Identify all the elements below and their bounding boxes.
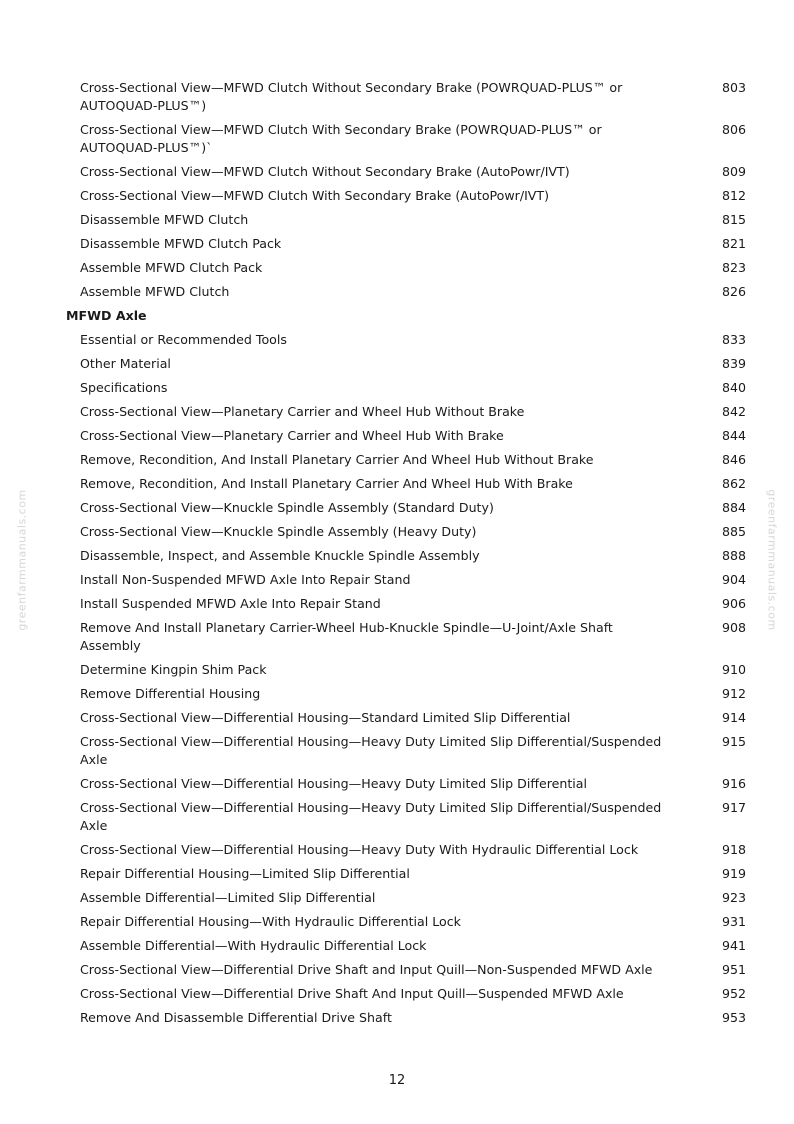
toc-entry-page[interactable]: 826 [721, 284, 746, 299]
toc-entry-title[interactable]: Install Non-Suspended MFWD Axle Into Repair Stand [80, 572, 411, 587]
toc-entry[interactable] [66, 773, 746, 797]
toc-entry-title[interactable]: Cross-Sectional View—Differential Drive Shaft And Input Quill—Suspended MFWD Axle [80, 986, 624, 1001]
toc-entry-title[interactable]: Disassemble MFWD Clutch Pack [80, 236, 282, 251]
toc-entry-page[interactable]: 917 [721, 800, 746, 815]
toc-entry-title[interactable]: Assemble MFWD Clutch [80, 284, 230, 299]
toc-entry-title[interactable]: Remove, Recondition, And Install Planetary Carrier And Wheel Hub With Brake [80, 476, 573, 491]
toc-entry-page[interactable]: 914 [721, 710, 746, 725]
toc-entries-top [66, 77, 746, 305]
toc-entry-title[interactable]: Cross-Sectional View—Differential Housing—Heavy Duty Limited Slip Differential/Suspended Axle [80, 800, 662, 833]
toc-entry-page[interactable]: 821 [721, 236, 746, 251]
toc-entry-page[interactable]: 919 [721, 866, 746, 881]
toc-entry[interactable] [66, 545, 746, 569]
toc-entry[interactable] [66, 863, 746, 887]
toc-entry[interactable] [66, 797, 746, 839]
toc-entry-title[interactable]: Cross-Sectional View—MFWD Clutch Without Secondary Brake (AutoPowr/IVT) [80, 164, 570, 179]
toc-entry[interactable] [66, 983, 746, 1007]
toc-entry[interactable] [66, 497, 746, 521]
toc-entry-page[interactable]: 941 [721, 938, 746, 953]
toc-entry-page[interactable]: 846 [721, 452, 746, 467]
toc-entry-title[interactable]: Assemble Differential—With Hydraulic Differential Lock [80, 938, 427, 953]
toc-entry-title[interactable]: Disassemble, Inspect, and Assemble Knuckle Spindle Assembly [80, 548, 480, 563]
toc-entry[interactable] [66, 521, 746, 545]
toc-entry[interactable] [66, 569, 746, 593]
toc-entry[interactable] [66, 281, 746, 305]
toc-entry-page[interactable]: 803 [721, 80, 746, 95]
toc-entry-title[interactable]: Assemble MFWD Clutch Pack [80, 260, 263, 275]
toc-entry-title[interactable]: Cross-Sectional View—Differential Housing—Heavy Duty With Hydraulic Differential Lock [80, 842, 639, 857]
toc-entry-title[interactable]: Remove Differential Housing [80, 686, 261, 701]
toc-entry[interactable] [66, 911, 746, 935]
toc-entries-mfwd-axle [66, 329, 746, 1031]
toc-entry-page[interactable]: 833 [721, 332, 746, 347]
toc-entry-page[interactable]: 885 [721, 524, 746, 539]
watermark-left: greenfarmmanuals.com [15, 489, 29, 631]
toc-entry-page[interactable]: 904 [721, 572, 746, 587]
toc-entry-page[interactable]: 812 [721, 188, 746, 203]
toc-entry-title[interactable]: Cross-Sectional View—MFWD Clutch With Secondary Brake (AutoPowr/IVT) [80, 188, 550, 203]
toc-entry-page[interactable]: 888 [721, 548, 746, 563]
toc-entry-page[interactable]: 862 [721, 476, 746, 491]
toc-entry[interactable] [66, 887, 746, 911]
toc-entry[interactable] [66, 377, 746, 401]
toc-entry-title[interactable]: Cross-Sectional View—Differential Housing—Standard Limited Slip Differential [80, 710, 571, 725]
toc-entry-title[interactable]: Specifications [80, 380, 168, 395]
toc-entry-page[interactable]: 839 [721, 356, 746, 371]
toc-entry-title[interactable]: Remove, Recondition, And Install Planetary Carrier And Wheel Hub Without Brake [80, 452, 594, 467]
toc-entry-title[interactable]: Cross-Sectional View—Planetary Carrier and Wheel Hub Without Brake [80, 404, 525, 419]
toc-entry-title[interactable]: Disassemble MFWD Clutch [80, 212, 249, 227]
toc-entry-title[interactable]: Other Material [80, 356, 171, 371]
toc-entry-title[interactable]: Remove And Disassemble Differential Drive Shaft [80, 1010, 392, 1025]
toc-entry-page[interactable]: 840 [721, 380, 746, 395]
toc-entry-page[interactable]: 952 [721, 986, 746, 1001]
toc-entry-page[interactable]: 923 [721, 890, 746, 905]
toc-entry[interactable] [66, 593, 746, 617]
toc-entry[interactable] [66, 1007, 746, 1031]
toc-entry[interactable] [66, 683, 746, 707]
toc-entry-page[interactable]: 915 [721, 734, 746, 749]
watermark-right: greenfarmmanuals.com [765, 489, 779, 631]
toc-entry-page[interactable]: 844 [721, 428, 746, 443]
toc-entry-page[interactable]: 908 [721, 620, 746, 635]
toc-entry-title[interactable]: Cross-Sectional View—Knuckle Spindle Assembly (Standard Duty) [80, 500, 494, 515]
toc-entry-page[interactable]: 815 [721, 212, 746, 227]
toc-entry-page[interactable]: 918 [721, 842, 746, 857]
table-of-contents [66, 77, 746, 1031]
toc-entry-title[interactable]: Cross-Sectional View—MFWD Clutch With Secondary Brake (POWRQUAD-PLUS™ or AUTOQUAD-PLUS™)` [80, 122, 602, 155]
toc-entry[interactable] [66, 659, 746, 683]
toc-entry-title[interactable]: Cross-Sectional View—Differential Housing—Heavy Duty Limited Slip Differential [80, 776, 588, 791]
toc-entry-page[interactable]: 842 [721, 404, 746, 419]
toc-entry-page[interactable]: 906 [721, 596, 746, 611]
toc-entry-title[interactable]: Repair Differential Housing—With Hydraulic Differential Lock [80, 914, 461, 929]
toc-entry-page[interactable]: 931 [721, 914, 746, 929]
toc-entry[interactable] [66, 353, 746, 377]
toc-entry[interactable] [66, 209, 746, 233]
toc-entry-page[interactable]: 912 [721, 686, 746, 701]
toc-entry-page[interactable]: 884 [721, 500, 746, 515]
toc-entry-page[interactable]: 809 [721, 164, 746, 179]
toc-entry-title[interactable]: Install Suspended MFWD Axle Into Repair Stand [80, 596, 381, 611]
page-number: 12 [388, 1073, 406, 1088]
toc-entry[interactable] [66, 473, 746, 497]
toc-entry[interactable] [66, 185, 746, 209]
toc-entry[interactable] [66, 233, 746, 257]
toc-entry-title[interactable]: Cross-Sectional View—Planetary Carrier and Wheel Hub With Brake [80, 428, 504, 443]
toc-entry-title[interactable]: Remove And Install Planetary Carrier-Wheel Hub-Knuckle Spindle—U-Joint/Axle Shaft Assembly [80, 620, 613, 653]
toc-entry-page[interactable]: 951 [721, 962, 746, 977]
toc-entry[interactable] [66, 329, 746, 353]
toc-entry[interactable] [66, 119, 746, 161]
toc-entry[interactable] [66, 617, 746, 659]
toc-entry-page[interactable]: 953 [721, 1010, 746, 1025]
toc-entry-title[interactable]: Determine Kingpin Shim Pack [80, 662, 267, 677]
toc-entry-page[interactable]: 806 [721, 122, 746, 137]
toc-entry[interactable] [66, 935, 746, 959]
toc-entry[interactable] [66, 161, 746, 185]
toc-entry[interactable] [66, 257, 746, 281]
toc-entry-title[interactable]: Cross-Sectional View—Differential Housing—Heavy Duty Limited Slip Differential/Suspended Axle [80, 734, 662, 767]
toc-entry-title[interactable]: Essential or Recommended Tools [80, 332, 287, 347]
toc-entry[interactable] [66, 77, 746, 119]
toc-entry[interactable] [66, 839, 746, 863]
section-heading[interactable]: MFWD Axle [66, 308, 147, 323]
toc-entry-title[interactable]: Repair Differential Housing—Limited Slip Differential [80, 866, 410, 881]
toc-entry-page[interactable]: 910 [721, 662, 746, 677]
toc-entry-title[interactable]: Cross-Sectional View—Knuckle Spindle Assembly (Heavy Duty) [80, 524, 477, 539]
toc-entry-title[interactable]: Cross-Sectional View—MFWD Clutch Without Secondary Brake (POWRQUAD-PLUS™ or AUTOQUAD-PLUS™) [80, 80, 623, 113]
toc-entry[interactable] [66, 731, 746, 773]
toc-entry-title[interactable]: Cross-Sectional View—Differential Drive Shaft and Input Quill—Non-Suspended MFWD Axle [80, 962, 653, 977]
toc-entry-title[interactable]: Assemble Differential—Limited Slip Differential [80, 890, 376, 905]
toc-entry[interactable] [66, 425, 746, 449]
toc-entry[interactable] [66, 707, 746, 731]
toc-entry[interactable] [66, 401, 746, 425]
toc-entry[interactable] [66, 959, 746, 983]
toc-entry-page[interactable]: 916 [721, 776, 746, 791]
toc-entry-page[interactable]: 823 [721, 260, 746, 275]
toc-entry[interactable] [66, 449, 746, 473]
